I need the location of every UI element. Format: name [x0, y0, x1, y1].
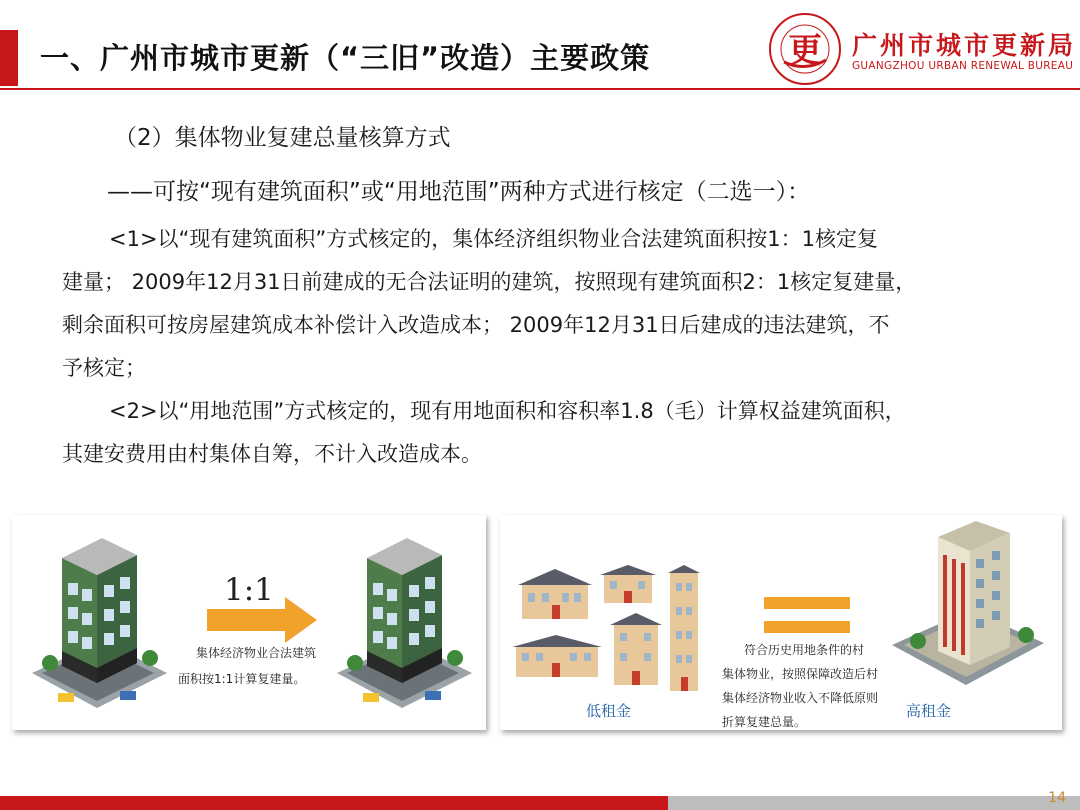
- slide-title: 一、广州市城市更新（“三旧”改造）主要政策: [40, 41, 651, 75]
- equals-icon: [764, 595, 850, 637]
- low-rent-label: 低租金: [586, 702, 632, 720]
- header-red-tab: [0, 30, 18, 86]
- policy-text: [62, 110, 1037, 476]
- ratio-label: 1:1: [224, 572, 274, 608]
- para1-line3: 剩余面积可按房屋建筑成本补偿计入改造成本； 2009年12月31日后建成的违法建筑，不: [62, 313, 890, 337]
- high-rise-illustration: [888, 515, 1048, 693]
- right-caption-line4: 折算复建总量。: [722, 715, 807, 729]
- right-caption-line1: 符合历史用地条件的村: [744, 643, 865, 657]
- para1-line2: 建量； 2009年12月31日前建成的无合法证明的建筑，按照现有建筑面积2：1核定复建量，: [62, 270, 917, 294]
- bureau-name-en: GUANGZHOU URBAN RENEWAL BUREAU: [852, 60, 1074, 72]
- bureau-seal-icon: [768, 12, 842, 86]
- building-after-illustration: [327, 523, 477, 723]
- left-caption-line2: 面积按1:1计算复建量。: [178, 672, 306, 686]
- right-caption-line3: 集体经济物业收入不降低原则: [722, 691, 879, 705]
- left-caption: [178, 640, 316, 692]
- bureau-name-cn: 广州市城市更新局: [852, 31, 1077, 60]
- left-caption-line1: 集体经济物业合法建筑: [196, 646, 317, 660]
- illustration-panel-left: [12, 515, 486, 730]
- section-note: ——可按“现有建筑面积”或“用地范围”两种方式进行核定（二选一）：: [107, 179, 811, 205]
- para1-line1: <1>以“现有建筑面积”方式核定的，集体经济组织物业合法建筑面积按1：1核定复: [109, 227, 879, 251]
- bureau-logo: [768, 12, 1077, 86]
- para1-line4: 予核定；: [62, 356, 146, 380]
- svg-text:更: 更: [788, 31, 822, 71]
- slide-header: [0, 0, 1080, 95]
- high-rent-label: 高租金: [906, 702, 952, 720]
- para2-line1: <2>以“用地范围”方式核定的，现有用地面积和容积率1.8（毛）计算权益建筑面积，: [109, 399, 906, 423]
- header-divider: [0, 88, 1080, 90]
- footer-gray-bar: [668, 796, 1080, 810]
- para2-line2: 其建安费用由村集体自筹，不计入改造成本。: [62, 442, 482, 466]
- right-caption: [722, 638, 878, 734]
- footer-red-bar: [0, 796, 668, 810]
- page-number: 14: [1048, 790, 1066, 806]
- section-subtitle: （2）集体物业复建总量核算方式: [114, 125, 451, 151]
- building-before-illustration: [22, 523, 172, 723]
- right-caption-line2: 集体物业，按照保障改造后村: [722, 667, 879, 681]
- village-houses-illustration: [510, 565, 715, 695]
